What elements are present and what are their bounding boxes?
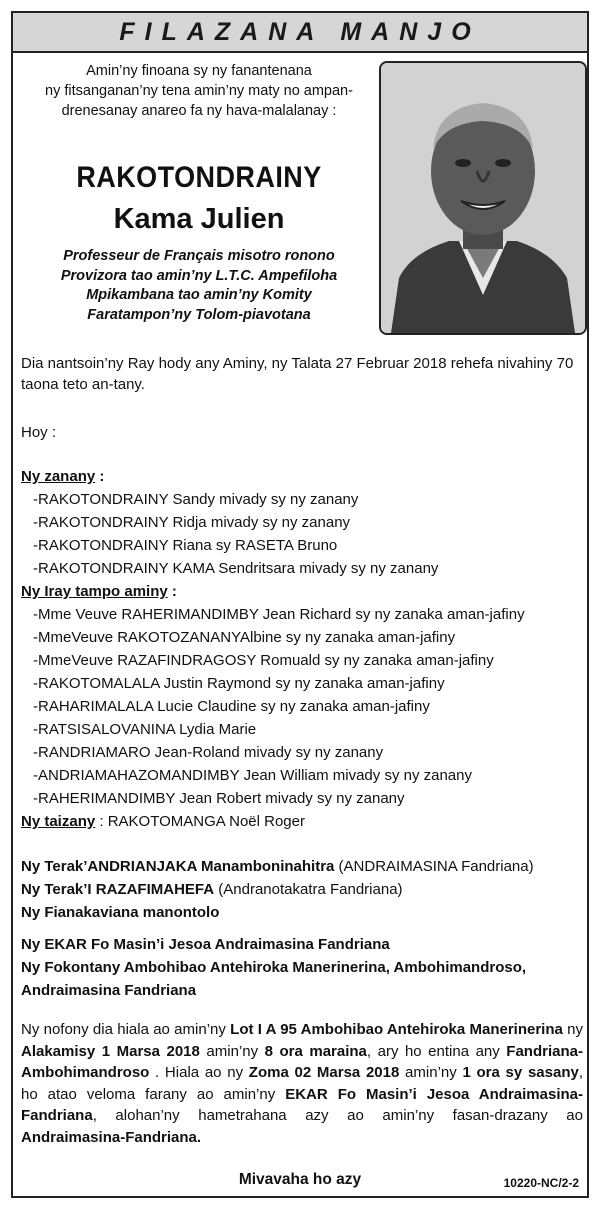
list-item: -MmeVeuve RAKOTOZANANYAlbine sy ny zanaka aman-jafiny [33, 629, 456, 646]
relatives-heading-row [21, 580, 583, 603]
list-item: -RANDRIAMARO Jean-Roland mivady sy ny zanany [33, 744, 384, 761]
org-name: Ny Terak’ANDRIANJAKA Manamboninahitra [21, 858, 335, 875]
funeral-date: Zoma 02 Marsa 2018 [248, 1064, 400, 1081]
funeral-burial-place: Andraimasina-Fandriana. [21, 1128, 202, 1146]
org-line [21, 855, 583, 878]
portrait-image [381, 63, 585, 333]
funeral-church: EKAR Fo Masin’i Jesoa Andraimasina-Fandriana [21, 1085, 583, 1124]
list-item: -RAHARIMALALA Lucie Claudine sy ny zanaka aman-jafiny [33, 698, 430, 715]
funeral-details [21, 1019, 583, 1148]
org-line: Ny Fianakaviana manontolo [21, 904, 220, 921]
org-detail: (ANDRAIMASINA Fandriana) [334, 858, 534, 875]
list-item: -MmeVeuve RAZAFINDRAGOSY Romuald sy ny zanaka aman-jafiny [33, 652, 494, 669]
funeral-location: Lot I A 95 Ambohibao Antehiroka Manerinerina [230, 1021, 563, 1038]
org-name: Ny Terak’I RAZAFIMAHEFA [21, 881, 215, 898]
relatives-colon: : [167, 583, 177, 600]
funeral-text: , ho atao veloma farany ao amin’ny [21, 1064, 584, 1103]
funeral-text: . Hiala ao ny [149, 1064, 249, 1081]
hoy-label: Hoy : [21, 424, 57, 441]
closing-line: Mivavaha ho azy [238, 1171, 362, 1188]
list-item: -RAKOTONDRAINY KAMA Sendritsara mivady sy ny zanany [33, 560, 439, 577]
title-line: Mpikambana tao amin’ny Komity [86, 287, 312, 303]
org-line: Ny Fokontany Ambohibao Antehiroka Manerinerina, Ambohimandroso, Andraimasina Fandriana [21, 959, 527, 999]
organizations [21, 855, 583, 924]
deceased-surname: RAKOTONDRAINY [76, 161, 322, 194]
list-item: -RAKOTONDRAINY Riana sy RASETA Bruno [33, 537, 338, 554]
list-item: -RAKOTONDRAINY Sandy mivady sy ny zanany [33, 491, 359, 508]
nephews-row [21, 810, 583, 833]
deceased-given-name: Kama Julien [113, 203, 285, 235]
list-item: -RAHERIMANDIMBY Jean Robert mivady sy ny zanany [33, 790, 405, 807]
title-line: Faratampon’ny Tolom-piavotana [87, 306, 311, 323]
list-item: -Mme Veuve RAHERIMANDIMBY Jean Richard sy ny zanaka aman-jafiny [33, 606, 525, 623]
header-title: FILAZANA MANJO [119, 17, 481, 46]
funeral-text: Ny nofony dia hiala ao amin’ny [21, 1021, 231, 1038]
org-line [21, 878, 583, 901]
funeral-text: , alohan’ny hametrahana azy ao amin’ny fasan-drazany ao [92, 1107, 583, 1124]
header-banner [13, 13, 587, 53]
org-detail: (Andranotakatra Fandriana) [214, 881, 403, 898]
nephews-text: : RAKOTOMANGA Noël Roger [95, 813, 305, 830]
organizations-2 [21, 933, 583, 1002]
funeral-time: 1 ora sy sasany [462, 1064, 579, 1081]
children-heading-row [21, 465, 583, 488]
funeral-text: amin’ny [399, 1064, 463, 1081]
nephews-heading: Ny taizany [21, 813, 96, 830]
intro-line: Amin’ny finoana sy ny fanantenana [86, 63, 312, 79]
intro-line: drenesanay anareo fa ny hava-malalanay : [61, 103, 337, 119]
list-item: -RATSISALOVANINA Lydia Marie [33, 721, 257, 738]
intro-text [25, 61, 373, 121]
children-colon: : [95, 468, 105, 485]
funeral-destination: Fandriana-Ambohimandroso [21, 1042, 583, 1081]
children-section [21, 465, 583, 833]
title-line: Provizora tao amin’ny L.T.C. Ampefiloha [60, 267, 338, 284]
death-notice: Dia nantsoin’ny Ray hody any Aminy, ny Talata 27 Februar 2018 rehefa nivahiny 70 taona teto an-tany. [21, 355, 574, 393]
obituary-frame [11, 11, 589, 1198]
funeral-text: amin’ny [199, 1042, 265, 1060]
portrait-photo [379, 61, 587, 335]
children-heading: Ny zanany [21, 468, 96, 485]
title-line: Professeur de Français misotro ronono [63, 248, 335, 264]
funeral-date: Alakamisy 1 Marsa 2018 [21, 1042, 200, 1060]
org-line: Ny EKAR Fo Masin’i Jesoa Andraimasina Fandriana [21, 936, 390, 953]
relatives-heading: Ny Iray tampo aminy [21, 583, 168, 600]
list-item: -RAKOTONDRAINY Ridja mivady sy ny zanany [33, 514, 351, 531]
reference-code: 10220-NC/2-2 [503, 1176, 579, 1190]
funeral-time: 8 ora maraina [264, 1042, 367, 1060]
list-item: -RAKOTOMALALA Justin Raymond sy ny zanaka aman-jafiny [33, 675, 445, 692]
list-item: -ANDRIAMAHAZOMANDIMBY Jean William mivady sy ny zanany [33, 767, 472, 784]
deceased-titles [25, 247, 373, 325]
funeral-text: ny [562, 1021, 583, 1038]
intro-line: ny fitsanganan’ny tena amin’ny maty no ampan- [45, 83, 353, 99]
funeral-text: , ary ho entina any [366, 1042, 507, 1060]
